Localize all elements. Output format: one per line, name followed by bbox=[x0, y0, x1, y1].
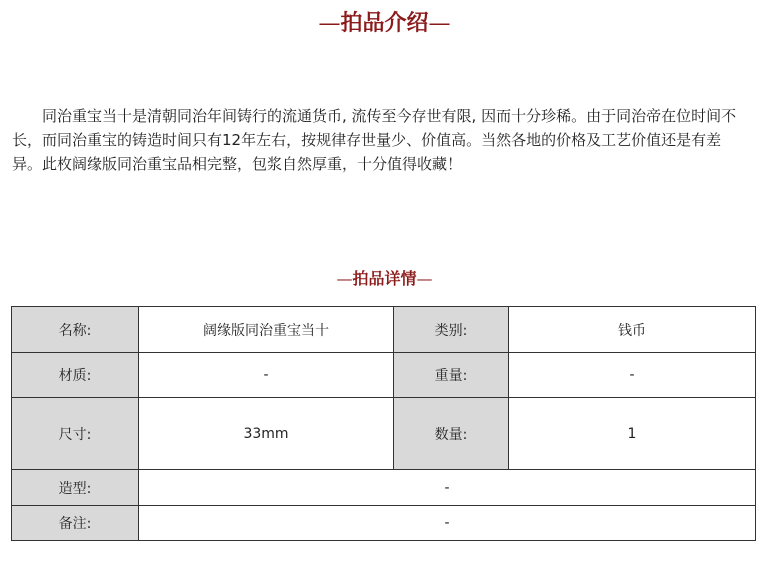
category-label: 类别: bbox=[394, 307, 509, 353]
title-text: 拍品介绍 bbox=[340, 10, 429, 36]
table-row bbox=[12, 307, 756, 353]
material-label: 材质: bbox=[12, 353, 139, 398]
shape-value: - bbox=[139, 470, 756, 506]
weight-label: 重量: bbox=[394, 353, 509, 398]
size-value: 33mm bbox=[139, 398, 394, 470]
name-label: 名称: bbox=[12, 307, 139, 353]
title-dash-right: — bbox=[428, 11, 451, 36]
weight-value: - bbox=[509, 353, 756, 398]
category-value: 钱币 bbox=[509, 307, 756, 353]
title-dash-left: — bbox=[318, 11, 341, 36]
note-label: 备注: bbox=[12, 506, 139, 541]
details-heading-dash-right: — bbox=[416, 269, 433, 288]
quantity-value: 1 bbox=[509, 398, 756, 470]
shape-label: 造型: bbox=[12, 470, 139, 506]
details-heading bbox=[0, 266, 769, 289]
material-value: - bbox=[139, 353, 394, 398]
table-row bbox=[12, 398, 756, 470]
table-row bbox=[12, 506, 756, 541]
note-value: - bbox=[139, 506, 756, 541]
intro-paragraph: 同治重宝当十是清朝同治年间铸行的流通货币, 流传至今存世有限, 因而十分珍稀。由于同治帝在位时间不长，而同治重宝的铸造时间只有12年左右，按规律存世量少、价值高。当然各地的价格及工艺价值还是有差异。此枚阔缘版同治重宝品相完整，包浆自然厚重，十分值得收藏！ bbox=[12, 107, 737, 173]
name-value: 阔缘版同治重宝当十 bbox=[139, 307, 394, 353]
quantity-label: 数量: bbox=[394, 398, 509, 470]
page-title bbox=[0, 6, 769, 37]
details-heading-text: 拍品详情 bbox=[352, 269, 417, 288]
table-row bbox=[12, 470, 756, 506]
size-label: 尺寸: bbox=[12, 398, 139, 470]
details-table bbox=[11, 306, 756, 541]
table-row bbox=[12, 353, 756, 398]
details-heading-dash-left: — bbox=[336, 269, 353, 288]
